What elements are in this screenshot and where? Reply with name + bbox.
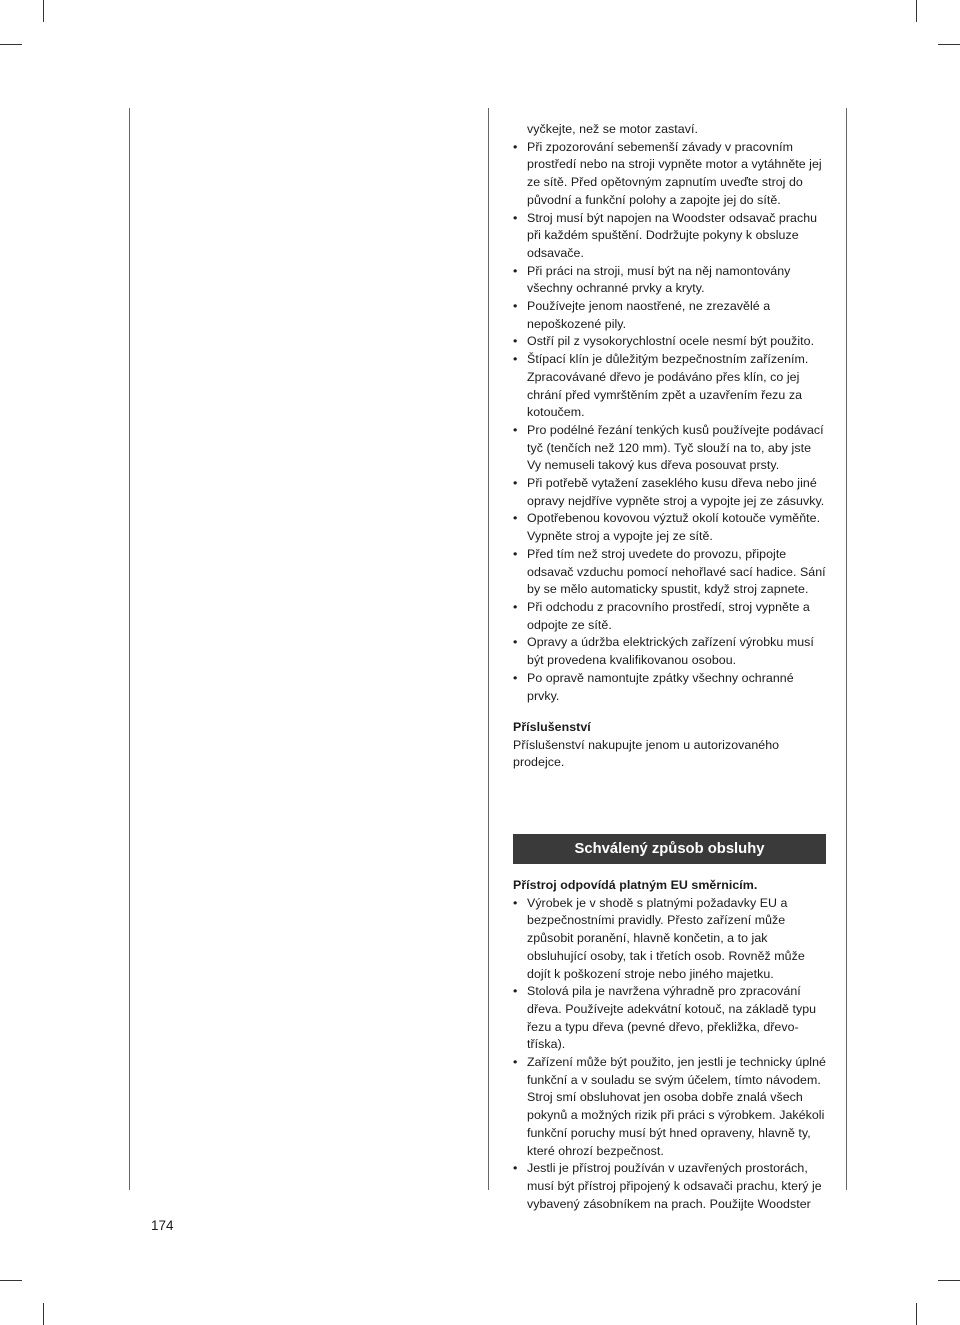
list-item: • Opotřebenou kovovou výztuž okolí kotouče vyměňte. Vypněte stroj a vypojte jej ze sítě. bbox=[513, 510, 826, 545]
crop-mark bbox=[43, 1303, 44, 1325]
list-item: • Pro podélné řezání tenkých kusů používejte podávací tyč (tenčích než 120 mm). Tyč slouží na to, aby jste Vy nemuseli takový kus dřeva posouvat prsty. bbox=[513, 422, 826, 475]
list-item: • Při potřebě vytažení zaseklého kusu dřeva nebo jiné opravy nejdříve vypněte stroj a vypojte jej ze zásuvky. bbox=[513, 475, 826, 510]
safety-bullet-list bbox=[513, 139, 826, 706]
crop-mark bbox=[916, 1303, 917, 1325]
list-item: • Opravy a údržba elektrických zařízení výrobku musí být provedena kvalifikovanou osobou. bbox=[513, 634, 826, 669]
list-item: • Štípací klín je důležitým bezpečnostním zařízením. Zpracovávané dřevo je podáváno přes klín, co jej chrání před vymrštěním zpět a uzavřením řezu za kotoučem. bbox=[513, 351, 826, 422]
continuation-text: vyčkejte, než se motor zastaví. bbox=[527, 122, 698, 136]
page-number: 174 bbox=[151, 1218, 174, 1233]
accessories-section bbox=[513, 719, 826, 772]
section-banner: Schválený způsob obsluhy bbox=[513, 834, 826, 864]
list-item: • Výrobek je v shodě s platnými požadavky EU a bezpečnostními pravidly. Přesto zařízení může způsobit poranění, hlavně končetin, a to jak obsluhující osoby, tak i třetích osob. Rovněž může dojít k poškození stroje nebo jiného majetku. bbox=[513, 895, 826, 984]
column-rule bbox=[488, 108, 489, 1190]
crop-mark bbox=[916, 0, 917, 22]
column-rule bbox=[846, 108, 847, 1190]
usage-bullet-list bbox=[513, 895, 826, 1214]
list-item: • Jestli je přístroj používán v uzavřených prostorách, musí být přístroj připojený k odsavači prachu, který je vybavený zásobníkem na prach. Použijte Woodster bbox=[513, 1160, 826, 1213]
directive-heading: Přístroj odpovídá platným EU směrnicím. bbox=[513, 878, 758, 892]
accessories-text: Příslušenství nakupujte jenom u autorizovaného prodejce. bbox=[513, 737, 780, 770]
list-item: • Stolová pila je navržena výhradně pro zpracování dřeva. Používejte adekvátní kotouč, na základě typu řezu a typu dřeva (pevné dřevo, překližka, dřevo-tříska). bbox=[513, 983, 826, 1054]
list-item: • Stroj musí být napojen na Woodster odsavač prachu při každém spuštění. Dodržujte pokyny k obsluze odsavače. bbox=[513, 210, 826, 263]
list-item: • Po opravě namontujte zpátky všechny ochranné prvky. bbox=[513, 670, 826, 705]
crop-mark bbox=[938, 44, 960, 45]
list-item: • Před tím než stroj uvedete do provozu, připojte odsavač vzduchu pomocí nehořlavé sací hadice. Sání by se mělo automaticky spustit, když stroj zapnete. bbox=[513, 546, 826, 599]
list-item: • Ostří pil z vysokorychlostní ocele nesmí být použito. bbox=[513, 333, 826, 351]
bottom-text-column bbox=[513, 877, 826, 1213]
list-item: • Zařízení může být použito, jen jestli je technicky úplné funkční a v souladu se svým účelem, tímto návodem. Stroj smí obsluhovat jen osoba dobře znalá všech pokynů a možných rizik při práci s výrobkem. Jakékoli funkční poruchy musí být hned opraveny, hlavně ty, které ohrozí bezpečnost. bbox=[513, 1054, 826, 1160]
list-item: • Používejte jenom naostřené, ne zrezavělé a nepoškozené pily. bbox=[513, 298, 826, 333]
top-text-column bbox=[513, 121, 826, 705]
list-item: • Při odchodu z pracovního prostředí, stroj vypněte a odpojte ze sítě. bbox=[513, 599, 826, 634]
accessories-heading: Příslušenství bbox=[513, 720, 591, 734]
crop-mark bbox=[0, 1280, 22, 1281]
crop-mark bbox=[938, 1280, 960, 1281]
list-item: • Při práci na stroji, musí být na něj namontovány všechny ochranné prvky a kryty. bbox=[513, 263, 826, 298]
crop-mark bbox=[0, 44, 22, 45]
list-item: • Při zpozorování sebemenší závady v pracovním prostředí nebo na stroji vypněte motor a vytáhněte jej ze sítě. Před opětovným zapnutím uveďte stroj do původní a funkční polohy a zapojte jej do sítě. bbox=[513, 139, 826, 210]
crop-mark bbox=[43, 0, 44, 22]
column-rule bbox=[129, 108, 130, 1190]
